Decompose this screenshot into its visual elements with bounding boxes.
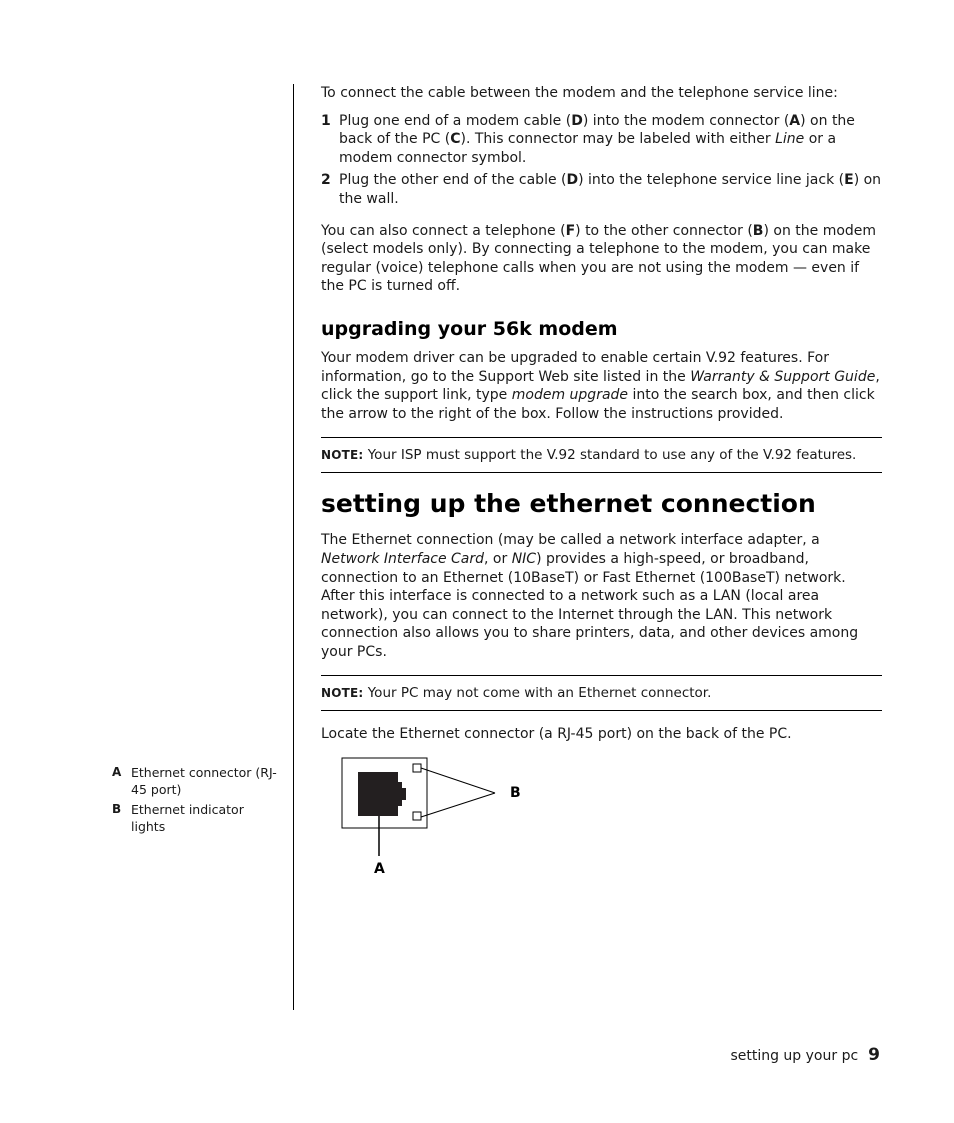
- upgrade-heading: upgrading your 56k modem: [321, 317, 618, 340]
- upgrade-paragraph: [321, 349, 882, 423]
- text-run: ) on the wall.: [339, 172, 882, 207]
- text-run: Plug the other end of the cable (: [339, 172, 567, 189]
- italic-term: Network Interface Card: [321, 550, 485, 567]
- text-run: You can also connect a telephone (: [321, 222, 566, 239]
- diagram-label-b: B: [510, 785, 521, 801]
- step-list: [321, 112, 882, 209]
- text-run: ) on the back of the PC (: [339, 112, 855, 148]
- italic-term: Line: [775, 131, 805, 148]
- diagram-label-a: A: [374, 861, 385, 877]
- note-label: NOTE:: [321, 448, 364, 463]
- page-number: 9: [868, 1045, 880, 1065]
- ref-letter: D: [571, 112, 583, 129]
- indicator-light-top: [413, 764, 421, 772]
- step-1: [321, 112, 882, 168]
- note-label: NOTE:: [321, 686, 364, 701]
- text-run: , or: [484, 550, 512, 567]
- note-isp: [321, 437, 882, 473]
- callout-item: [112, 764, 282, 798]
- callout-letter: A: [112, 765, 122, 779]
- text-run: ). This connector may be labeled with either: [460, 131, 776, 148]
- note-text: Your PC may not come with an Ethernet connector.: [363, 685, 712, 702]
- ref-letter: C: [450, 131, 461, 148]
- callout-text: Ethernet connector (RJ-45 port): [131, 765, 277, 797]
- text-run: , click the support link, type: [321, 368, 880, 404]
- column-divider: [293, 84, 294, 1010]
- footer-section: setting up your pc: [730, 1048, 859, 1064]
- step-number: 2: [321, 172, 331, 189]
- text-run: Plug one end of a modem cable (: [339, 112, 572, 129]
- ref-letter: A: [789, 112, 801, 129]
- step-text: [339, 171, 882, 208]
- text-run: or a modem connector symbol.: [339, 131, 837, 166]
- ref-letter: E: [844, 172, 854, 189]
- callout-text: Ethernet indicator lights: [131, 802, 244, 834]
- page-footer: [730, 1045, 880, 1065]
- text-run: ) on the modem (select models only). By connecting a telephone to the modem, you can make regular (voice) telephone calls when you are not using the modem — even if the PC is turned off.: [321, 222, 877, 295]
- text-run: ) provides a high-speed, or broadband, connection to an Ethernet (10BaseT) or Fast Ethernet (100BaseT) network. After this interface is connected to a network such as a LAN (local area network), you can connect to the Internet through the LAN. This network connection also allows you to share printers, data, and other devices among your PCs.: [321, 550, 859, 660]
- step-2: [321, 171, 882, 208]
- italic-term: NIC: [511, 550, 537, 567]
- leader-line-b-bottom: [421, 793, 495, 817]
- locate-text: Locate the Ethernet connector (a RJ-45 port) on the back of the PC.: [321, 726, 792, 743]
- telephone-paragraph: [321, 222, 882, 296]
- text-run: ) to the other connector (: [575, 222, 753, 239]
- text-run: ) into the modem connector (: [582, 112, 790, 129]
- text-run: Your modem driver can be upgraded to enable certain V.92 features. For information, go to the Support Web site listed in the: [321, 349, 829, 385]
- callout-item: [112, 801, 282, 835]
- step-number: 1: [321, 112, 331, 129]
- ethernet-paragraph: [321, 531, 882, 661]
- ref-letter: F: [565, 222, 576, 239]
- note-ethernet: [321, 675, 882, 711]
- indicator-light-bottom: [413, 812, 421, 820]
- ref-letter: D: [566, 172, 579, 189]
- text-run: into the search box, and then click the arrow to the right of the box. Follow the instructions provided.: [321, 387, 875, 422]
- note-text: Your ISP must support the V.92 standard to use any of the V.92 features.: [363, 447, 857, 464]
- callout-legend: [112, 764, 282, 838]
- callout-letter: B: [112, 802, 122, 816]
- step-text: [339, 112, 882, 168]
- main-column: [321, 84, 882, 744]
- intro-text: To connect the cable between the modem and the telephone service line:: [321, 85, 838, 101]
- text-run: The Ethernet connection (may be called a network interface adapter, a: [321, 532, 820, 549]
- italic-term: modem upgrade: [511, 387, 629, 404]
- italic-term: Warranty & Support Guide: [690, 368, 876, 385]
- text-run: ) into the telephone service line jack (: [578, 172, 845, 189]
- leader-line-b-top: [421, 768, 495, 793]
- ethernet-heading: setting up the ethernet connection: [321, 489, 816, 519]
- ethernet-port-diagram: [330, 752, 530, 882]
- ref-letter: B: [752, 222, 764, 239]
